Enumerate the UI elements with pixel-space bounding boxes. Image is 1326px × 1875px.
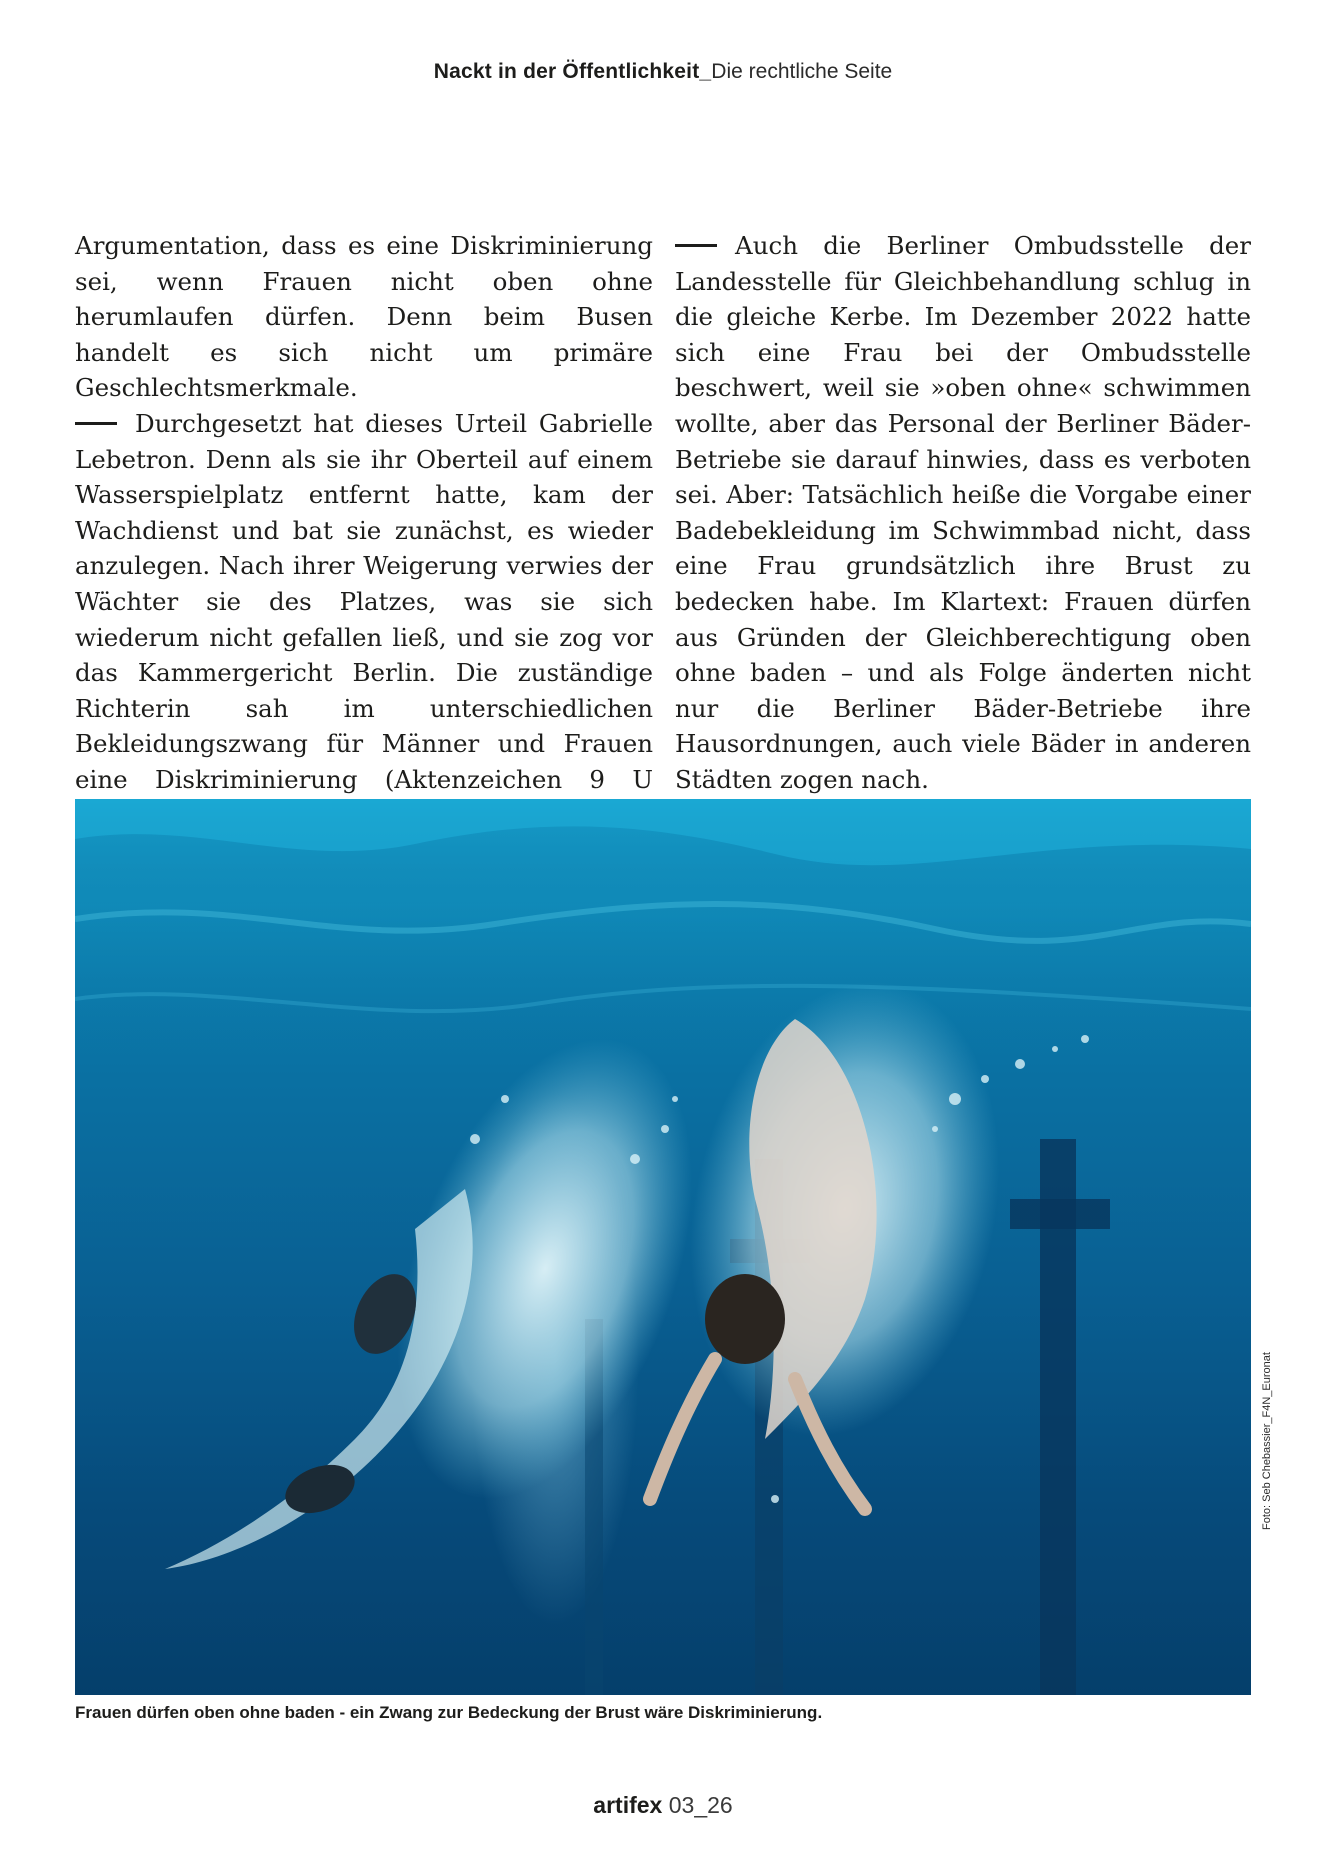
paragraph-text: Auch die Berliner Ombudsstelle der Landesstelle für Gleichbehandlung schlug in die gleiche Kerbe. Im Dezember 2022 hatte sich eine Frau bei der Ombudsstelle beschwert, weil sie »oben ohne« schwimmen wollte, aber das Personal der Berliner Bäder-Betriebe sie darauf hinwies, dass es verboten sei. Aber: Tatsächlich heiße die Vorgabe einer Badebekleidung im Schwimmbad nicht, dass eine Frau grundsätzlich ihre Brust zu bedecken habe. Im Klartext: Frauen dürfen aus Gründen der Gleichberechtigung oben ohne baden – und als Folge änderten nicht nur die Berliner Bäder-Betriebe ihre Hausordnungen, auch viele Bäder in anderen Städten zogen nach. xyxy=(675,231,1251,794)
left-column xyxy=(75,228,653,833)
article-photo xyxy=(75,799,1251,1695)
page-footer xyxy=(0,1790,1326,1820)
paragraph-text: Durchgesetzt hat dieses Urteil Gabrielle Lebetron. Denn als sie ihr Oberteil auf einem Wasserspielplatz entfernt hatte, kam der Wachdienst und bat sie zunächst, es wieder anzulegen. Nach ihrer Weigerung verwies der Wächter sie des Platzes, was sie sich wiederum nicht gefallen ließ, und sie zog vor das Kammergericht Berlin. Die zuständige Richterin sah im unterschiedlichen Bekleidungszwang für Männer und Frauen eine Diskriminierung (Aktenzeichen 9 U xyxy=(75,408,653,794)
photo-credit: Foto: Seb Chebassier_F4N_Euronat xyxy=(1261,1352,1273,1530)
paragraph-mark xyxy=(675,244,717,247)
right-column xyxy=(675,228,1251,798)
paragraph: Argumentation, dass es eine Diskriminierung sei, wenn Frauen nicht oben ohne herumlaufen dürfen. Denn beim Busen handelt es sich nicht um primäre Geschlechtsmerkmale. xyxy=(75,231,653,403)
running-head xyxy=(0,58,1326,86)
underwater-swimmers-illustration xyxy=(75,799,1251,1695)
section-subtitle: Die rechtliche Seite xyxy=(711,60,893,83)
photo-caption: Frauen dürfen oben ohne baden - ein Zwang zur Bedeckung der Brust wäre Diskriminierung. xyxy=(75,1703,823,1722)
section-title: Nackt in der Öffentlichkeit_ xyxy=(433,60,712,83)
magazine-name: artifex xyxy=(593,1792,663,1818)
issue-page-number: 03_26 xyxy=(668,1792,733,1818)
paragraph xyxy=(675,228,1251,798)
paragraph-mark xyxy=(75,422,117,425)
paragraph xyxy=(75,406,653,833)
